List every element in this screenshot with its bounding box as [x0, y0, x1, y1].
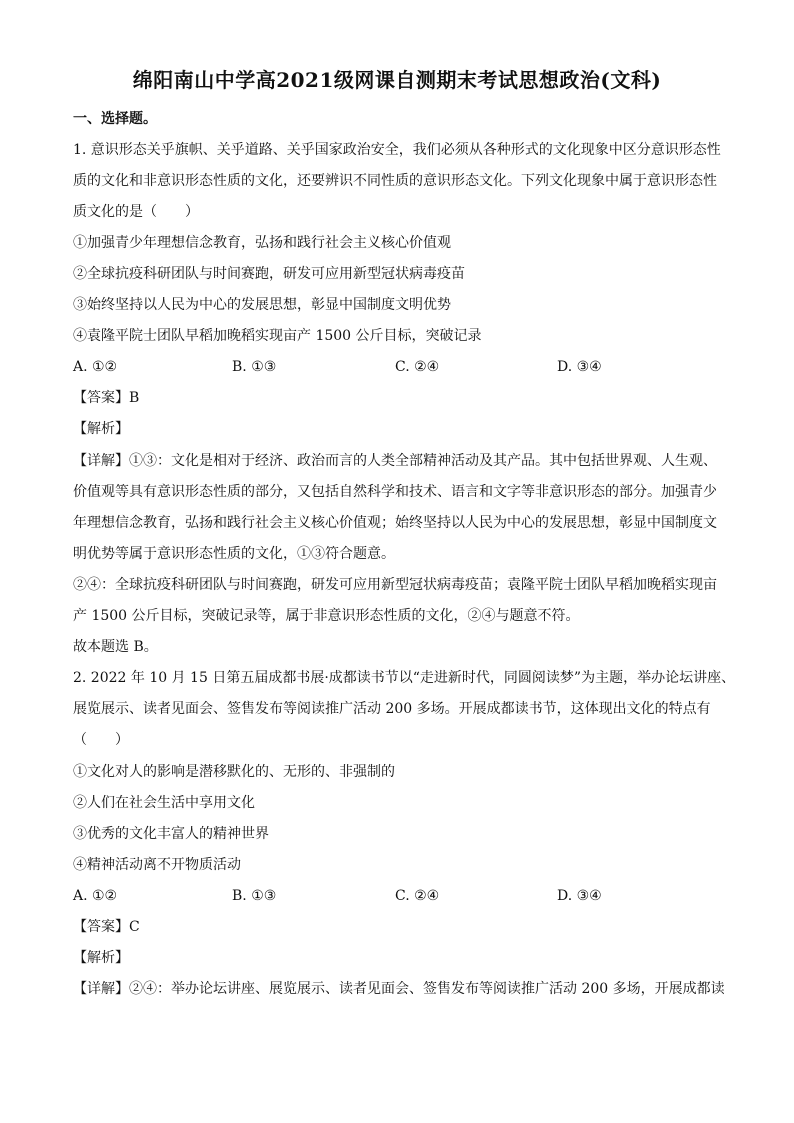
q1-answer: 【答案】B	[73, 390, 140, 406]
q2-option-c: C. ②④	[395, 888, 440, 904]
q1-option-b: B. ①③	[232, 359, 277, 375]
q2-item-4: ④精神活动离不开物质活动	[73, 857, 241, 873]
q2-stem-line-1: 2. 2022 年 10 月 15 日第五届成都书展·成都读书节以“走进新时代，同圆阅读梦”为主题，举办论坛讲座、	[73, 670, 736, 686]
q1-detail-line-4: 明优势等属于意识形态性质的文化，①③符合题意。	[73, 546, 395, 562]
q1-stem-line-3: 质文化的是（ ）	[73, 204, 199, 220]
q1-option-c: C. ②④	[395, 359, 440, 375]
q1-option-a: A. ①②	[73, 359, 118, 375]
q1-option-d: D. ③④	[557, 359, 602, 375]
page-title: 绵阳南山中学高2021级网课自测期末考试思想政治(文科)	[132, 68, 662, 92]
q1-conclusion: 故本题选 B。	[73, 639, 158, 655]
q2-detail-line-1: 【详解】②④：举办论坛讲座、展览展示、读者见面会、签售发布等阅读推广活动 200 多场，开展成都读	[73, 981, 725, 997]
q2-answer: 【答案】C	[73, 919, 140, 935]
q1-detail-line-5: ②④：全球抗疫科研团队与时间赛跑，研发可应用新型冠状病毒疫苗；袁隆平院士团队早稻加晚稻实现亩	[73, 577, 717, 593]
q1-detail-line-1: 【详解】①③：文化是相对于经济、政治而言的人类全部精神活动及其产品。其中包括世界观、人生观、	[73, 453, 717, 469]
q2-option-d: D. ③④	[557, 888, 602, 904]
q2-option-b: B. ①③	[232, 888, 277, 904]
q1-stem-line-2: 质的文化和非意识形态性质的文化，还要辨识不同性质的意识形态文化。下列文化现象中属于意识形态性	[73, 173, 717, 189]
q1-detail-line-2: 价值观等具有意识形态性质的部分，又包括自然科学和技术、语言和文字等非意识形态的部分。加强青少	[73, 484, 717, 500]
q2-item-1: ①文化对人的影响是潜移默化的、无形的、非强制的	[73, 764, 395, 780]
q1-item-1: ①加强青少年理想信念教育，弘扬和践行社会主义核心价值观	[73, 235, 451, 251]
q2-item-2: ②人们在社会生活中享用文化	[73, 795, 255, 811]
q2-stem-line-2: 展览展示、读者见面会、签售发布等阅读推广活动 200 多场。开展成都读书节，这体现出文化的特点有	[73, 701, 711, 717]
section-heading: 一、选择题。	[73, 111, 157, 127]
q2-item-3: ③优秀的文化丰富人的精神世界	[73, 826, 269, 842]
q1-detail-line-6: 产 1500 公斤目标，突破记录等，属于非意识形态性质的文化，②④与题意不符。	[73, 608, 580, 624]
q2-analysis-label: 【解析】	[73, 950, 129, 966]
q1-item-4: ④袁隆平院士团队早稻加晚稻实现亩产 1500 公斤目标，突破记录	[73, 328, 482, 344]
q2-option-a: A. ①②	[73, 888, 118, 904]
q1-analysis-label: 【解析】	[73, 421, 129, 437]
q1-detail-line-3: 年理想信念教育，弘扬和践行社会主义核心价值观；始终坚持以人民为中心的发展思想，彰显中国制度文	[73, 515, 717, 531]
q2-stem-line-3: （ ）	[73, 732, 129, 748]
q1-item-2: ②全球抗疫科研团队与时间赛跑，研发可应用新型冠状病毒疫苗	[73, 266, 465, 282]
q1-item-3: ③始终坚持以人民为中心的发展思想，彰显中国制度文明优势	[73, 297, 451, 313]
q1-stem-line-1: 1. 意识形态关乎旗帜、关乎道路、关乎国家政治安全，我们必须从各种形式的文化现象中区分意识形态性	[73, 142, 721, 158]
